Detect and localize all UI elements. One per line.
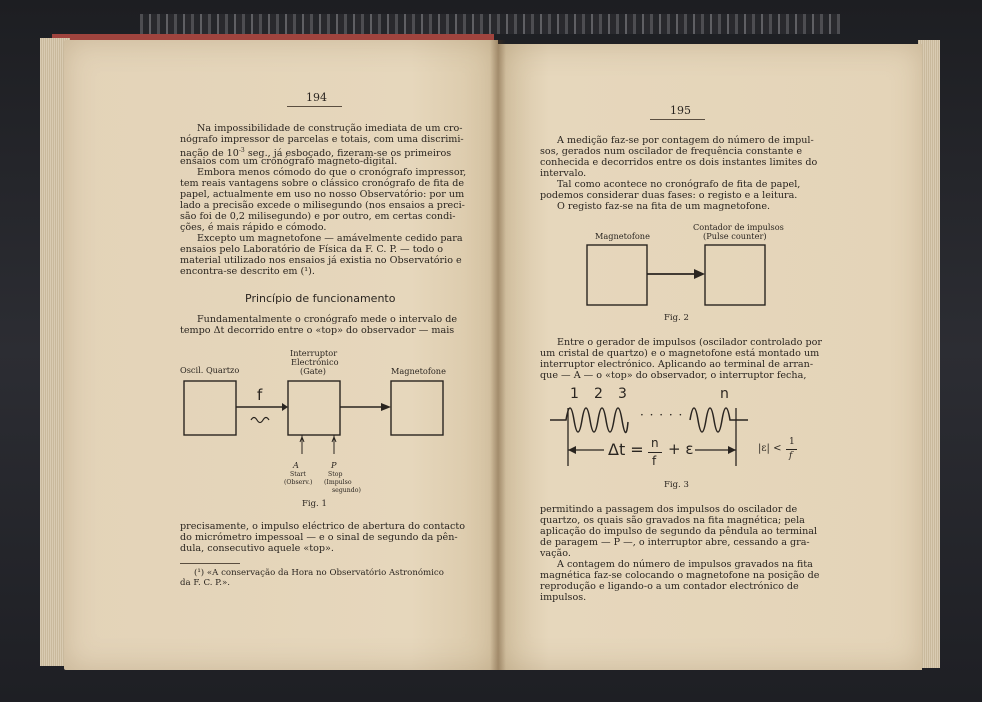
- fig1-osc-label: Oscil. Quartzo: [180, 365, 240, 375]
- right-para3-line1: O registo faz-se na fita de um magnetofone.: [557, 201, 771, 212]
- left-para1-line3b: seg., já esboçado, fizeram-se os primeiros: [247, 148, 452, 160]
- right-para6-line3: reprodução e ligando-o a um contador electrónico de: [540, 581, 799, 592]
- fig1-p-sub3: segundo): [332, 487, 361, 494]
- book-gutter: [490, 40, 506, 670]
- right-para4-line1: Entre o gerador de impulsos (oscilador controlado por: [557, 337, 822, 348]
- fig1-wave-icon: [251, 418, 269, 423]
- right-para5-line5: vação.: [540, 548, 571, 559]
- right-page-number: 195: [670, 104, 691, 117]
- left-para3-line4: encontra-se descrito em (¹).: [180, 266, 315, 277]
- fig2-counter-label-2: (Pulse counter): [703, 231, 767, 241]
- right-number-rule: [650, 119, 705, 120]
- left-para2-line1: Embora menos cómodo do que o cronógrafo impressor,: [197, 167, 467, 178]
- left-para1-line3a: nação de 10: [180, 148, 239, 160]
- right-para4-line4: que — A — o «top» do observador, o interruptor fecha,: [540, 370, 807, 381]
- right-para4-line2: um cristal de quartzo) e o magnetofone está montado um: [540, 348, 820, 359]
- fig3-nn: n: [720, 386, 729, 402]
- left-page-number: 194: [306, 91, 327, 104]
- left-para5-line3: dula, consecutivo aquele «top».: [180, 543, 334, 554]
- fig2-counter-label-1: Contador de impulsos: [693, 222, 784, 232]
- fig2-mag-box: [587, 245, 647, 305]
- fig3-right-arrowhead: [728, 446, 736, 454]
- right-para1-line1: A medição faz-se por contagem do número de impul-: [557, 135, 814, 146]
- fig2-counter-box: [705, 245, 765, 305]
- fig1-gate-label-1: Interruptor: [290, 348, 338, 358]
- left-para5-line2: do micrómetro impessoal — e o sinal de segundo da pên-: [180, 532, 458, 543]
- right-para6-line1: A contagem do número de impulsos gravados na fita: [557, 559, 813, 570]
- fig2-diagram: [584, 242, 774, 312]
- left-para4-line2: tempo Δt decorrido entre o «top» do observador — mais: [180, 325, 455, 336]
- left-para1-line2: nógrafo impressor de parcelas e totais, com uma discrimi-: [180, 134, 464, 145]
- fig3-bound-den: f: [789, 451, 793, 461]
- fig3-pulse-train-right: [690, 408, 748, 432]
- left-para2-line3: papel, actualmente em uso no nosso Observatório: por um: [180, 189, 465, 200]
- left-para1-line4: ensaios com um cronógrafo magneto-digital.: [180, 156, 398, 167]
- footnote-rule: [180, 563, 240, 564]
- fig3-bound-num: 1: [789, 437, 795, 447]
- fig1-p-label: P: [331, 460, 337, 470]
- right-para5-line2: quartzo, os quais são gravados na fita magnética; pela: [540, 515, 805, 526]
- fig3-n3: 3: [618, 386, 627, 402]
- left-exponent: -3: [238, 147, 245, 154]
- fig1-gate-label-2: Electrónico: [291, 357, 339, 367]
- footnote-line1: (¹) «A conservação da Hora no Observatório Astronómico: [194, 568, 444, 578]
- fig3-plus-eps: + ε: [668, 440, 694, 458]
- fig1-p-sub1: Stop: [328, 471, 343, 478]
- footnote-line2: da F. C. P.».: [180, 578, 230, 588]
- fig1-arrowhead1: [282, 403, 288, 411]
- right-para5-line3: aplicação do impulso de segundo da pêndula ao terminal: [540, 526, 818, 537]
- fig1-mag-box: [391, 381, 443, 435]
- fig3-formula-lhs: Δt =: [608, 440, 644, 459]
- fig3-pulse-train-left: [550, 408, 628, 433]
- fig3-frac-num: n: [651, 436, 659, 450]
- fig3-caption: Fig. 3: [664, 480, 689, 490]
- fig1-p-sub2: (Impulso: [324, 479, 352, 486]
- left-para5-line1: precisamente, o impulso eléctrico de abertura do contacto: [180, 521, 465, 532]
- left-para2-line6: ções, é mais rápido e cómodo.: [180, 222, 327, 233]
- right-para1-line3: conhecida e decorridos entre os dois instantes limites do: [540, 157, 818, 168]
- right-para5-line4: de paragem — P —, o interruptor abre, cessando a gra-: [540, 537, 810, 548]
- fig2-caption: Fig. 2: [664, 313, 689, 323]
- fig1-gate-box: [288, 381, 340, 435]
- right-para2-line2: podemos considerar duas fases: o registo e a leitura.: [540, 190, 798, 201]
- fig1-osc-box: [184, 381, 236, 435]
- fig1-arrowhead2: [381, 403, 391, 411]
- fig3-bound-bar: [786, 449, 797, 450]
- left-para3-line2: ensaios pelo Laboratório de Física da F. C. P. — todo o: [180, 244, 444, 255]
- left-para3-line1: Excepto um magnetofone — amávelmente cedido para: [197, 233, 463, 244]
- left-para2-line5: são foi de 0,2 milisegundo) e por outro, em certas condi-: [180, 211, 456, 222]
- fig3-n1: 1: [570, 386, 579, 402]
- fig1-f-label: f: [257, 386, 263, 404]
- left-para1-line1: Na impossibilidade de construção imediata de um cro-: [197, 123, 463, 134]
- fig1-a-sub1: Start: [290, 471, 306, 478]
- fig3-frac-den: f: [652, 454, 657, 468]
- right-para6-line4: impulsos.: [540, 592, 587, 603]
- fig1-a-sub2: (Observ.): [284, 479, 313, 486]
- fig3-left-arrowhead: [568, 446, 576, 454]
- left-para2-line4: lado a precisão excede o milisegundo (nos ensaios a preci-: [180, 200, 465, 211]
- fig3-dots: · · · · ·: [640, 408, 684, 422]
- left-para4-line1: Fundamentalmente o cronógrafo mede o intervalo de: [197, 314, 458, 325]
- fig3-frac-bar: [648, 452, 662, 453]
- left-para3-line3: material utilizado nos ensaios já existia no Observatório e: [180, 255, 462, 266]
- right-para4-line3: interruptor electrónico. Aplicando ao terminal de arran-: [540, 359, 814, 370]
- cover-texture: [140, 14, 840, 34]
- fig1-diagram: [178, 378, 458, 488]
- fig1-a-label: A: [293, 460, 299, 470]
- left-para2-line2: tem reais vantagens sobre o clássico cronógrafo de fita de: [180, 178, 465, 189]
- right-para1-line4: intervalo.: [540, 168, 587, 179]
- fig2-mag-label: Magnetofone: [595, 231, 650, 241]
- fig1-gate-label-3: (Gate): [300, 366, 326, 376]
- right-para5-line1: permitindo a passagem dos impulsos do oscilador de: [540, 504, 798, 515]
- right-para1-line2: sos, gerados num oscilador de frequência constante e: [540, 146, 803, 157]
- right-para2-line1: Tal como acontece no cronógrafo de fita de papel,: [557, 179, 801, 190]
- fig3-n2: 2: [594, 386, 603, 402]
- fig3-bound: |ε| <: [758, 443, 782, 454]
- fig1-mag-label: Magnetofone: [391, 366, 446, 376]
- left-number-rule: [287, 106, 342, 107]
- fig1-caption: Fig. 1: [302, 499, 327, 509]
- right-para6-line2: magnética faz-se colocando o magnetofone na posição de: [540, 570, 820, 581]
- fig2-arrowhead: [694, 269, 705, 279]
- section-heading: Princípio de funcionamento: [245, 292, 396, 305]
